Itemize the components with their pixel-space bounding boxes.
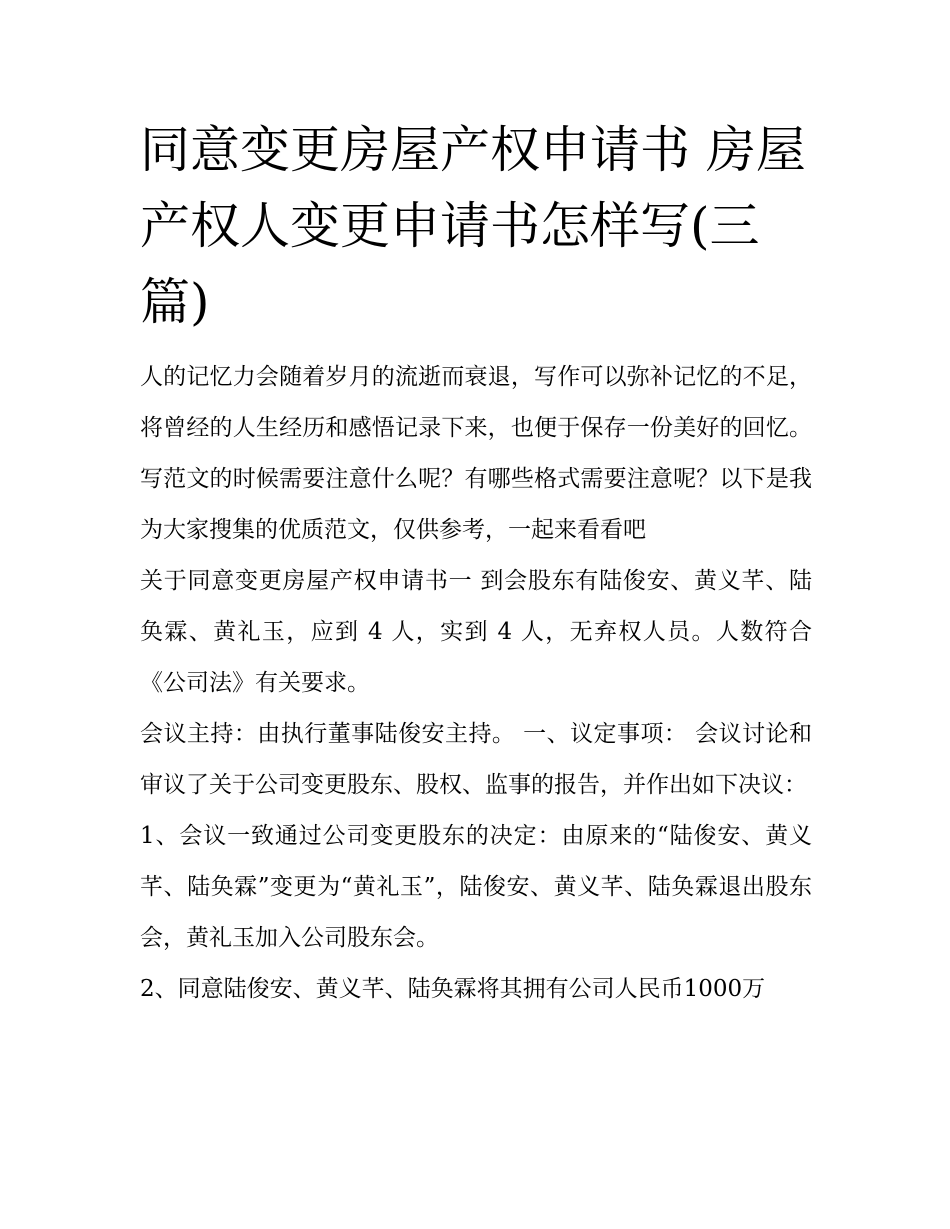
paragraph-intro: 人的记忆力会随着岁月的流逝而衰退，写作可以弥补记忆的不足，将曾经的人生经历和感悟记录下来，也便于保存一份美好的回忆。写范文的时候需要注意什么呢？有哪些格式需要注意呢？以下是我为大家搜集的优质范文，仅供参考，一起来看看吧 [140, 364, 812, 543]
paragraph-resolution-1: 1、会议一致通过公司变更股东的决定：由原来的“陆俊安、黄义芊、陆奂霖”变更为“黄礼玉”，陆俊安、黄义芊、陆奂霖退出股东会，黄礼玉加入公司股东会。 [140, 823, 812, 951]
document-title: 同意变更房屋产权申请书 房屋产权人变更申请书怎样写(三篇) [140, 121, 806, 331]
paragraph-resolution-2: 2、同意陆俊安、黄义芊、陆奂霖将其拥有公司人民币1000万 [140, 976, 766, 1002]
document-page [140, 112, 812, 1015]
paragraph-chair: 会议主持：由执行董事陆俊安主持。 一、议定事项： 会议讨论和审议了关于公司变更股东、股权、监事的报告，并作出如下决议： [140, 721, 812, 798]
paragraph-attendance: 关于同意变更房屋产权申请书一 到会股东有陆俊安、黄义芊、陆奂霖、黄礼玉，应到 4 人，实到 4 人，无弃权人员。人数符合《公司法》有关要求。 [140, 568, 812, 696]
